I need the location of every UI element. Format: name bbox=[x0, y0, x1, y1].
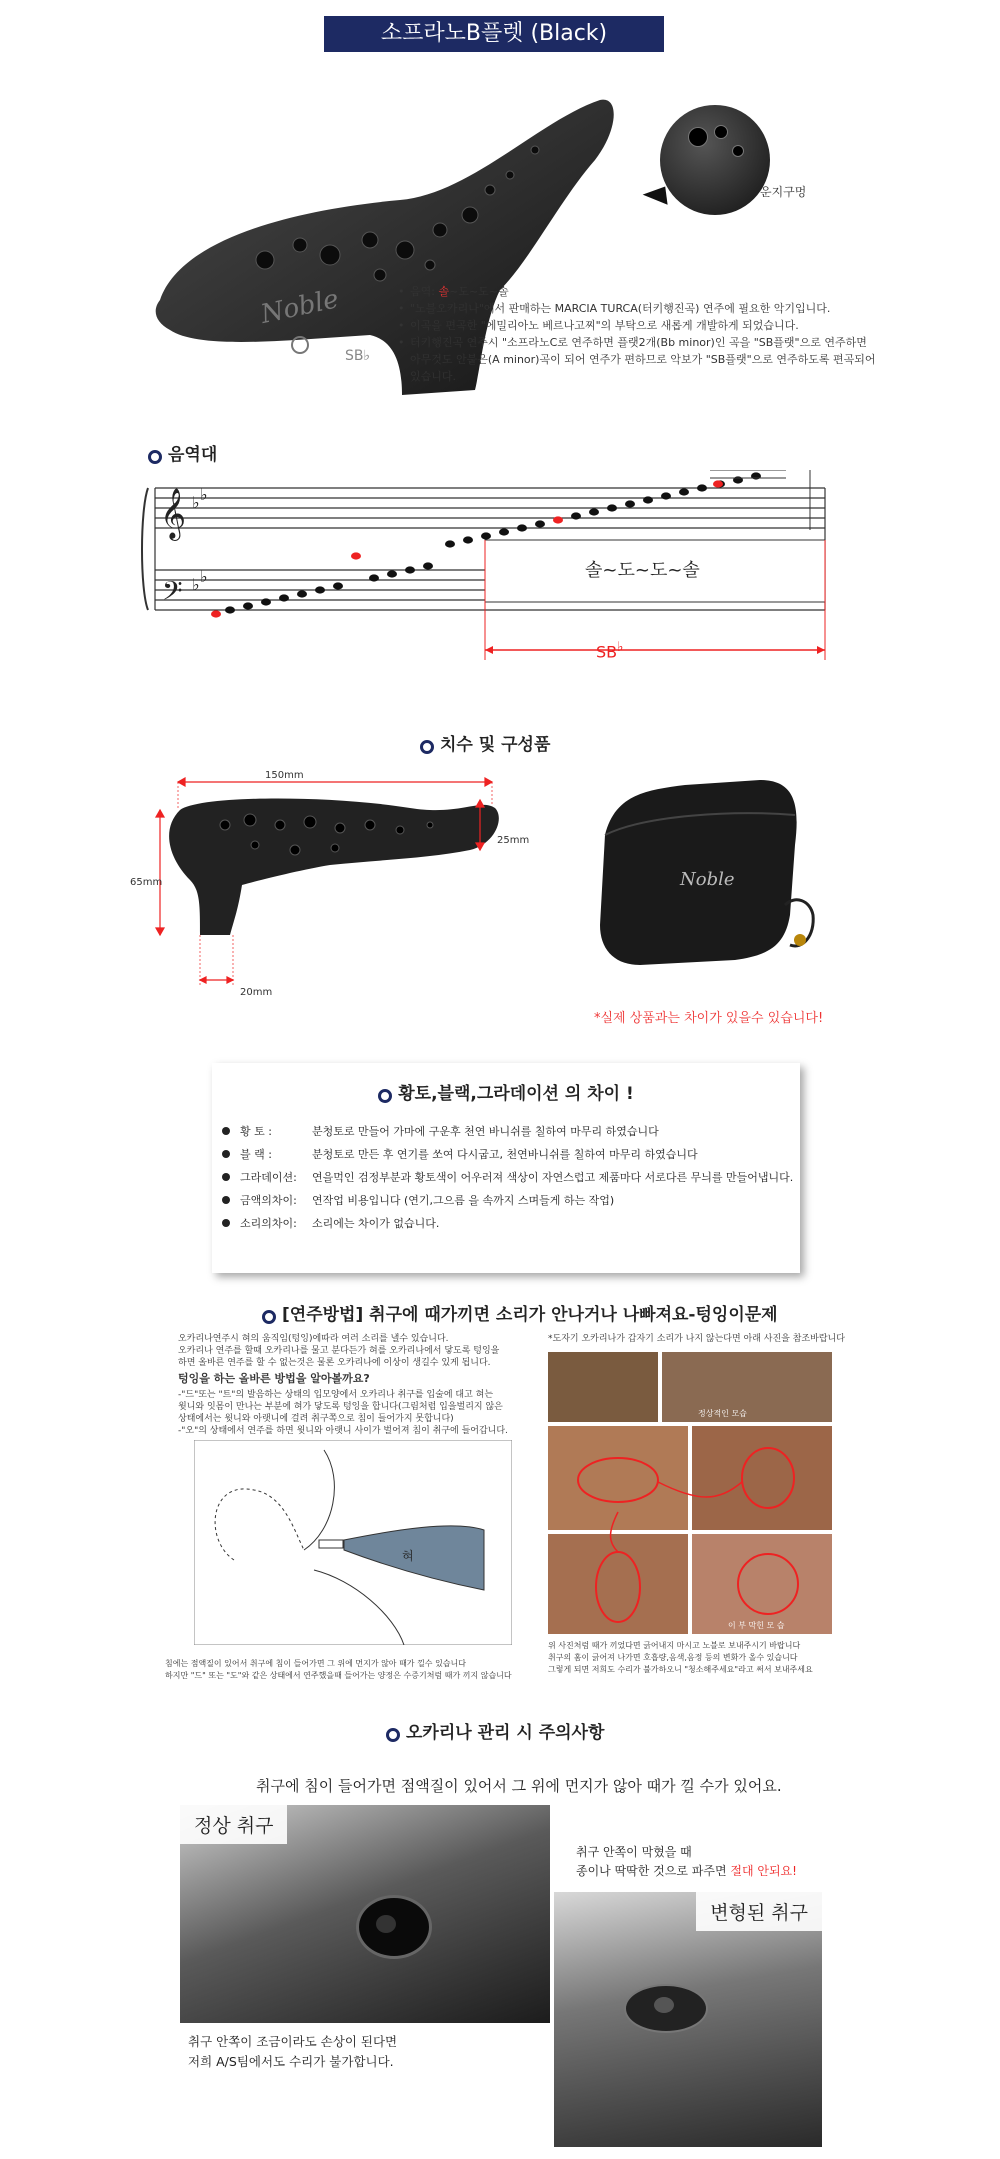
ocarina-engraving: Noble bbox=[258, 284, 342, 330]
music-staff bbox=[140, 470, 840, 670]
tongue-label: 혀 bbox=[402, 1549, 414, 1563]
photo-note: *도자기 오카리나가 갑자기 소리가 나지 않는다면 아래 사진을 참조바랍니다 bbox=[548, 1334, 845, 1344]
tonguing-footer: 침에는 점액질이 있어서 취구에 침이 들어가면 그 위에 먼지가 않아 때가 낄수 있습니다 하지만 "드" 또는 "도"와 같은 상태에서 연주했을때 들어가는 양정은 수증기처럼 때가 끼지 않습니다 bbox=[165, 1659, 512, 1680]
tonguing-section-title: [연주방법] 취구에 때가끼면 소리가 안나거나 나빠져요-텅잉이문제 bbox=[262, 1300, 778, 1325]
actual-product-warning: *실제 상품과는 차이가 있을수 있습니다! bbox=[594, 1011, 824, 1026]
svg-text:♭: ♭ bbox=[200, 567, 208, 586]
diff-row: 그라데이션: 연을먹인 검정부분과 황토색이 어우러져 색상이 자연스럽고 제품마다 서로다른 무늬를 만들어냅니다. bbox=[222, 1166, 800, 1189]
treble-clef-icon: 𝄞 bbox=[160, 488, 187, 539]
circle-bullet-icon bbox=[148, 450, 162, 464]
circle-bullet-icon bbox=[378, 1089, 392, 1103]
callout-pointer bbox=[643, 186, 672, 211]
tonguing-intro: 오카리나연주시 혀의 움직임(텅잉)에따라 여러 소리를 낼수 있습니다. 오카리나 연주를 할때 오카리나를 물고 분다든가 혀를 오카리나에서 닿도록 텅잉을 하면 올바른 연주를 할 수 없는것은 물론 오카리나에 이상이 생길수 있게 됩니다. 텅잉을 하는 올바른 방법을 알아볼까요? -"드"또는 "트"의 발음하는 상태의 입모양에서 오카리나 취구를 입술에 대고 혀는 윗니와 잇몸이 만나는 부분에 혀가 닿도록 텅잉을 합니다(그림처럼 입을벌리지 않은 상태에서는 윗니와 아랫니에 걸려 취구쪽으로 침이 들어가지 못합니다) -"오"의 상태에서 연주를 하면 윗니와 아랫니 사이가 벌어져 침이 취구에 들어갑니다. bbox=[178, 1333, 528, 1437]
diff-row: 블 랙 : 분청토로 만든 후 연기를 쏘여 다시굽고, 천연바니쉬를 칠하여 마무리 하였습니다 bbox=[222, 1143, 800, 1166]
svg-text:Noble: Noble bbox=[680, 869, 735, 890]
svg-text:♭: ♭ bbox=[200, 485, 208, 504]
page-title: 소프라노B플렛 (Black) bbox=[324, 16, 664, 52]
dimension-diagram bbox=[130, 770, 510, 1010]
svg-text:♭: ♭ bbox=[192, 575, 200, 594]
deformed-label: 변형된 취구 bbox=[696, 1892, 822, 1931]
care-subtitle: 취구에 침이 들어가면 점액질이 있어서 그 위에 먼지가 않아 때가 낄 수가 있어요. bbox=[256, 1777, 782, 1795]
photo-caption-normal: 정상적인 모습 bbox=[698, 1409, 747, 1418]
ocarina-bb-mark: SB♭ bbox=[345, 348, 371, 364]
mouth-diagram bbox=[194, 1440, 512, 1645]
bullet-range: • 음역: 솔~도~도~솔 bbox=[398, 283, 878, 300]
normal-mouthpiece-photo bbox=[180, 1805, 550, 2023]
carrying-case-image bbox=[585, 775, 825, 975]
finger-hole-callout bbox=[660, 105, 770, 215]
deformed-mouthpiece-photo bbox=[554, 1892, 822, 2147]
callout-label: 운지구멍 bbox=[760, 185, 807, 199]
length-dim: 150mm bbox=[265, 770, 304, 781]
dims-section-title: 치수 및 구성품 bbox=[420, 730, 550, 755]
bullet-item: • 이곡을 편곡한 "에밀리아노 베르나고찌"의 부탁으로 새롭게 개발하게 되었습니다. bbox=[398, 317, 878, 334]
circle-bullet-icon bbox=[262, 1310, 276, 1324]
diff-row: 황 토 : 분청토로 만들어 가마에 구운후 천연 바니쉬를 칠하여 마무리 하였습니다 bbox=[222, 1120, 800, 1143]
circle-bullet-icon bbox=[386, 1728, 400, 1742]
bass-clef-icon: 𝄢 bbox=[162, 575, 183, 613]
diff-row: 금액의차이: 연작업 비용입니다 (연기,그으름 을 속까지 스며들게 하는 작업) bbox=[222, 1189, 800, 1212]
end-height-dim: 25mm bbox=[497, 835, 530, 846]
range-text: 솔~도~도~솔 bbox=[585, 560, 700, 581]
height-dim: 65mm bbox=[130, 877, 163, 888]
care-section-title: 오카리나 관리 시 주의사항 bbox=[386, 1718, 604, 1743]
care-note: 취구 안쪽이 막혔을 때 종이나 딱딱한 것으로 파주면 절대 안되요! bbox=[576, 1845, 797, 1878]
circle-bullet-icon bbox=[420, 740, 434, 754]
care-bottom-note: 취구 안쪽이 조금이라도 손상이 된다면 저희 A/S팀에서도 수리가 불가합니다. bbox=[180, 2026, 450, 2116]
sb-label: SB♭ bbox=[596, 640, 624, 662]
photo-footer: 위 사진처럼 때가 끼었다면 긁어내지 마시고 노블로 보내주시기 바랍니다 취구의 홈이 긁어져 나가면 호흡량,음색,음정 등의 변화가 올수 있습니다 그렇게 되면 저희도 수리가 불가하오니 "청소해주세요"라고 써서 보내주세요 bbox=[548, 1641, 813, 1674]
svg-text:♭: ♭ bbox=[192, 493, 200, 512]
product-bullets bbox=[398, 283, 878, 385]
range-section-title: 음역대 bbox=[148, 440, 217, 465]
photo-caption-blocked: 이 부 막힌 모 습 bbox=[728, 1621, 785, 1630]
diff-section-title: 황토,블랙,그라데이션 의 차이 ! bbox=[212, 1079, 800, 1104]
bullet-item: • 터키행진곡 연주시 "소프라노C로 연주하면 플랫2개(Bb minor)인 곡을 "SB플랫"으로 연주하면 아무것도 안붙은(A minor)곡이 되어 연주가 편하므로 악보가 "SB플랫"으로 연주하도록 편곡되어 있습니다. bbox=[398, 334, 878, 385]
bullet-item: • "노블오카리나"에서 판매하는 MARCIA TURCA(터키행진곡) 연주에 필요한 악기입니다. bbox=[398, 300, 878, 317]
tonguing-heading: 텅잉을 하는 올바른 방법을 알아볼까요? bbox=[178, 1372, 370, 1385]
photo-collage bbox=[548, 1352, 832, 1634]
diff-row: 소리의차이: 소리에는 차이가 없습니다. bbox=[222, 1212, 800, 1235]
bottom-width-dim: 20mm bbox=[240, 987, 273, 998]
normal-label: 정상 취구 bbox=[180, 1805, 287, 1844]
color-difference-box bbox=[212, 1063, 800, 1273]
